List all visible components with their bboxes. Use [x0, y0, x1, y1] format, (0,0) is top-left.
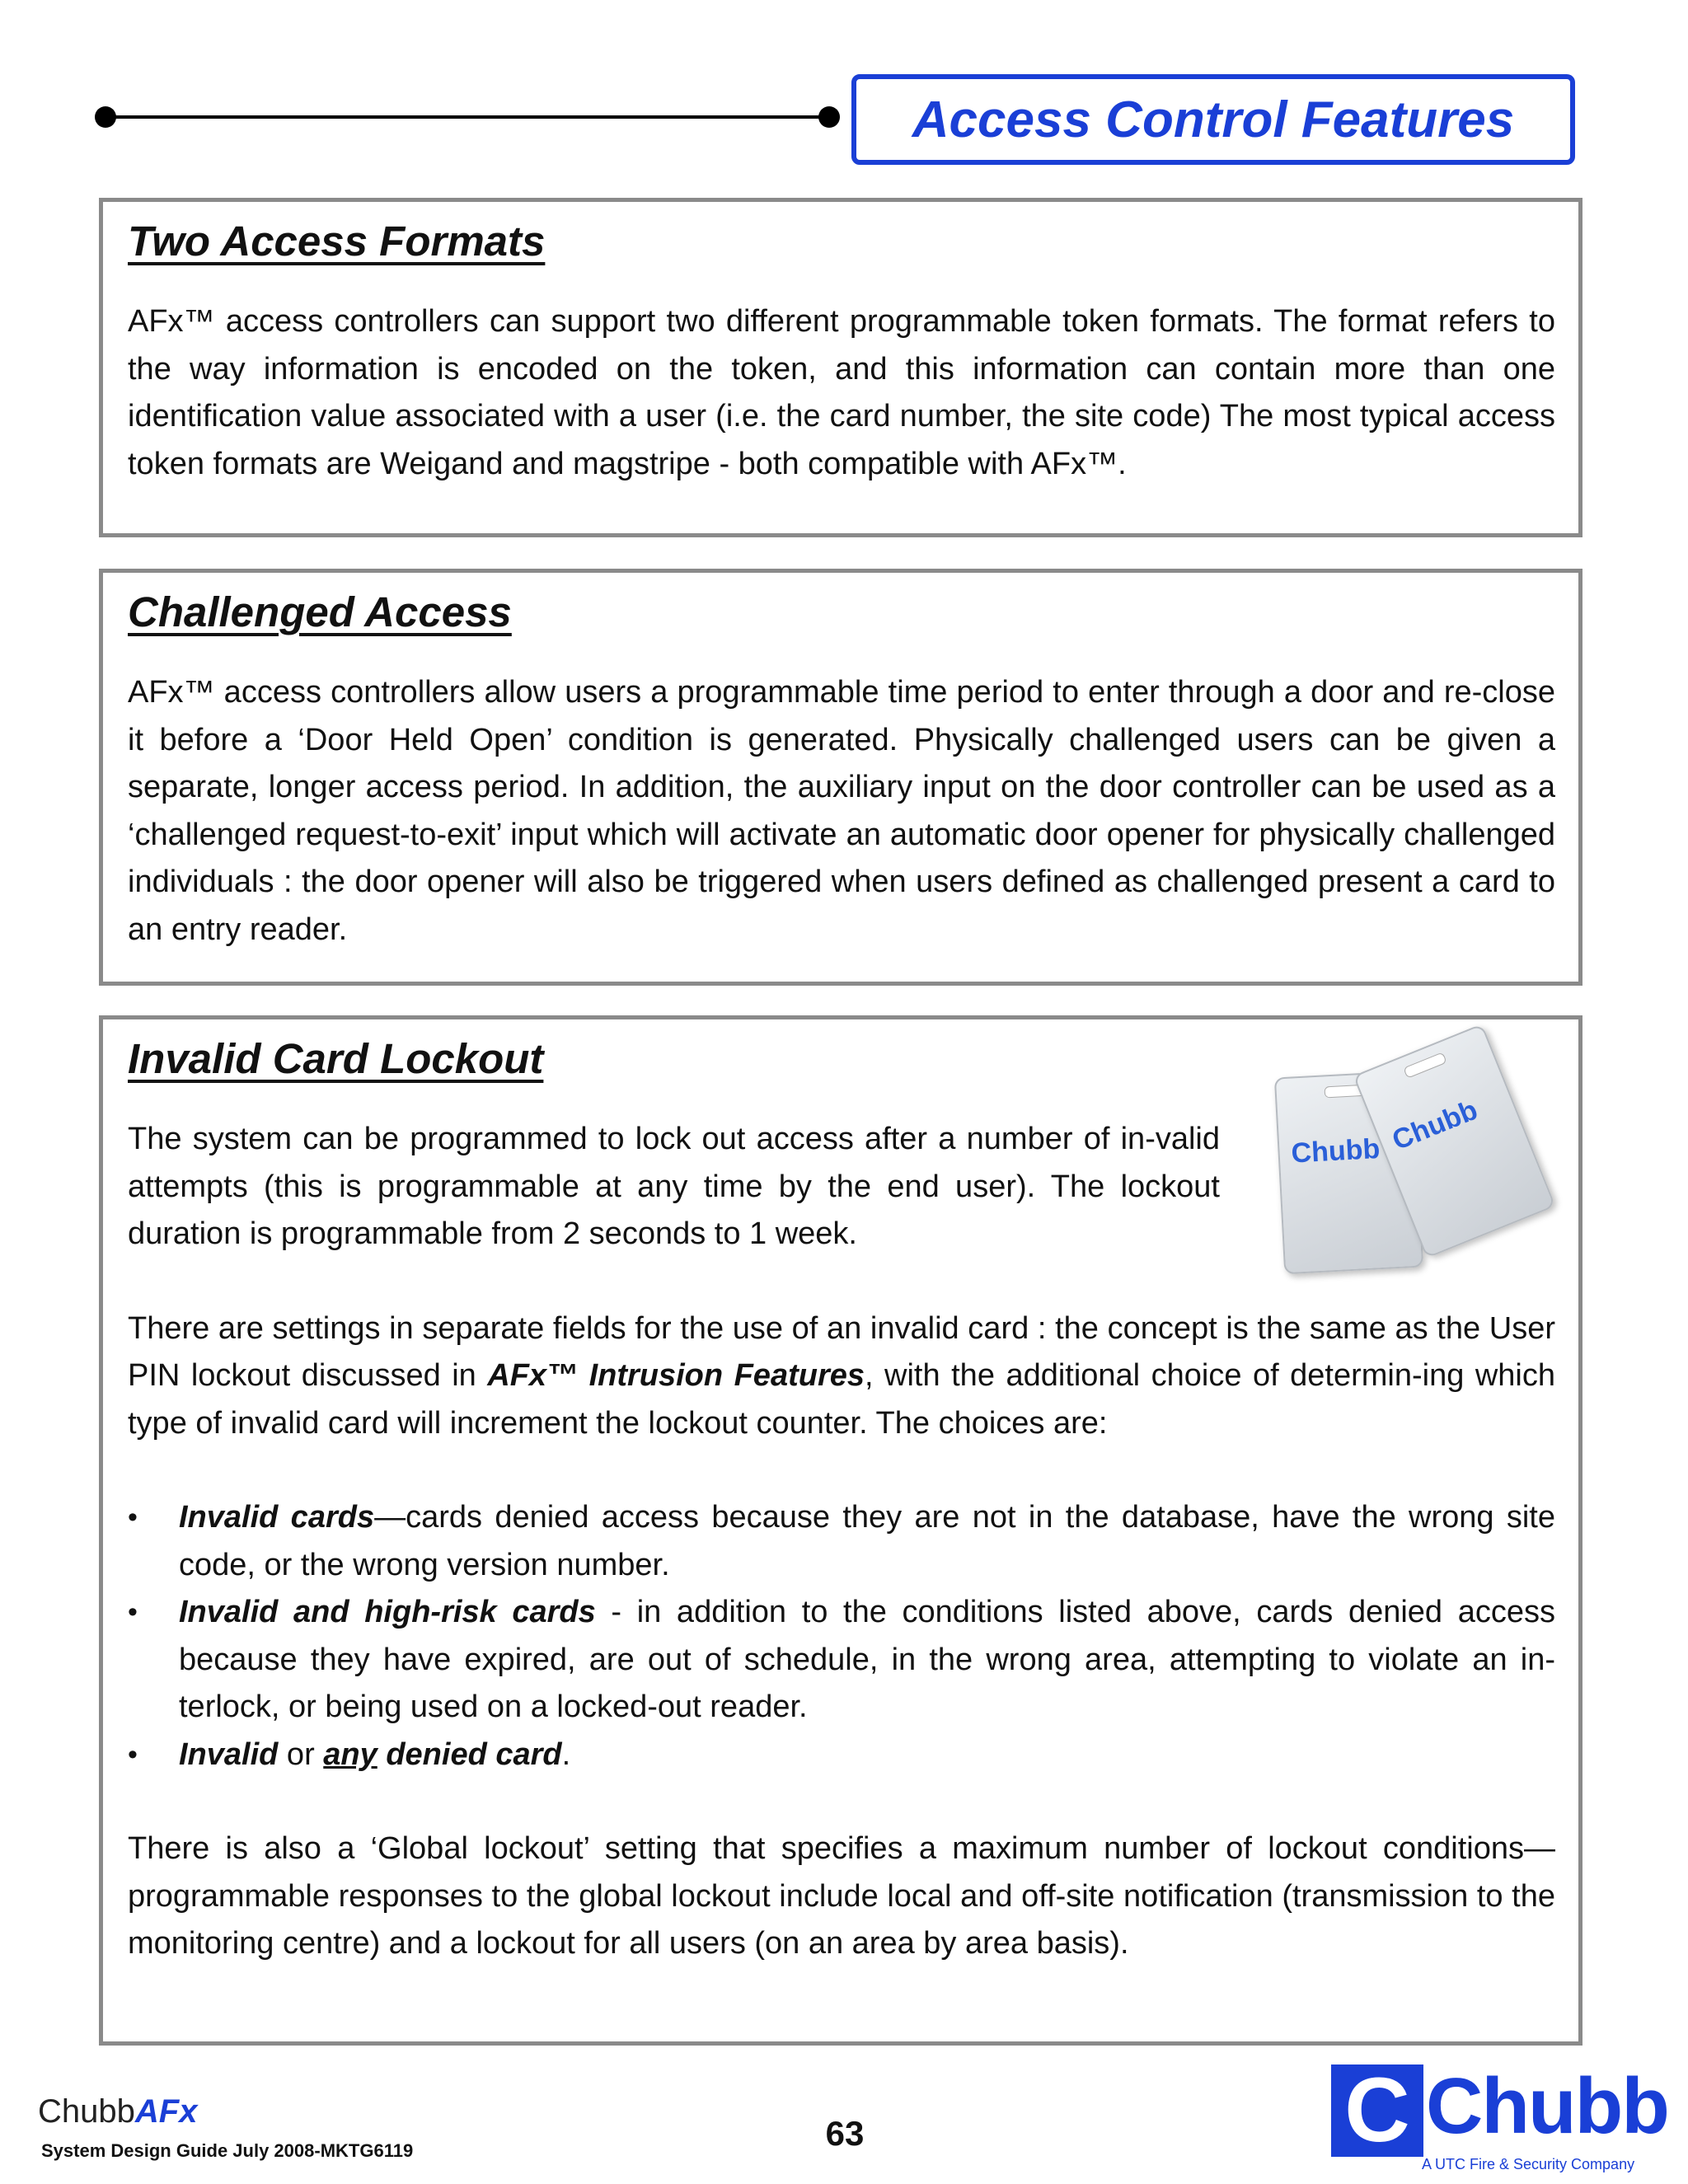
text-run: , with the additional choice of determin-ing which type of invalid card will increment the lockout counter. The choices are:	[128, 1358, 1555, 1441]
panel-heading: Two Access Formats	[128, 218, 546, 265]
list-item-text: - in addition to the conditions listed above, cards denied access because they have expired, are out of schedule, in the wrong area, attempting to violate an in-terlock, or being used on a locked-out reader.	[179, 1595, 1555, 1724]
chubb-brand-logo	[1331, 2060, 1669, 2163]
list-item-emphasis: any	[323, 1736, 377, 1772]
page-title: Access Control Features	[912, 91, 1515, 148]
brand-tagline: A UTC Fire & Security Company	[1422, 2156, 1635, 2172]
access-cards-image	[1269, 1043, 1550, 1273]
lockout-choices-list	[128, 1494, 1555, 1779]
card-brand: Chubb	[1387, 1094, 1482, 1157]
card-slot	[1403, 1052, 1447, 1078]
logo-word: Chubb	[38, 2093, 135, 2130]
panel-challenged-access	[99, 569, 1582, 986]
header-rule-dot-right	[818, 106, 840, 128]
global-lockout-paragraph: There is also a ‘Global lockout’ setting that specifies a maximum number of lockout conditions—programmable responses to the global lockout include local and off-site notification (transmission to the monitoring centre) and a lockout for all users (on an area by area basis).	[128, 1831, 1555, 1961]
panel-body: AFx™ access controllers allow users a programmable time period to enter through a door and re-close it before a ‘Door Held Open’ condition is generated. Physically challenged users can be given a separate, longer access period. In addition, the auxiliary input on the door controller can be used as a ‘challenged request-to-exit’ input which will activate an automatic door opener for physically challenged individuals : the door opener will also be triggered when users defined as challenged present a card to an entry reader.	[128, 675, 1555, 947]
logo-afx: AFx	[134, 2093, 198, 2130]
list-item	[128, 1732, 1555, 1779]
brand-word: Chubb	[1426, 2062, 1668, 2150]
list-item-term: Invalid and high-risk cards	[179, 1595, 596, 1629]
list-item-term: Invalid cards	[179, 1500, 375, 1535]
page-number: 63	[825, 2114, 865, 2153]
list-item	[128, 1494, 1555, 1589]
text-run: There are settings in separate fields for the use of an invalid card : the concept is the same as the User PIN lockout discussed in	[128, 1310, 1555, 1393]
card-brand: Chubb	[1290, 1133, 1381, 1169]
header-rule-dot-left	[95, 106, 116, 128]
panel-body: AFx™ access controllers can support two different programmable token formats. The format refers to the way information is encoded on the token, and this information can contain more than one identification value associated with a user (i.e. the card number, the site code) The most typical access token formats are Weigand and magstripe - both compatible with AFx™.	[128, 304, 1555, 481]
panel-heading: Invalid Card Lockout	[128, 1035, 544, 1082]
panel-heading: Challenged Access	[128, 588, 512, 635]
list-item-text: .	[561, 1736, 571, 1772]
list-item-text: —cards denied access because they are not in the database, have the wrong site code, or the wrong version number.	[179, 1500, 1556, 1582]
lockout-intro: The system can be programmed to lock out access after a number of in-valid attempts (this is programmable at any time by the end user). The lockout duration is programmable from 2 seconds to 1 week.	[128, 1122, 1220, 1251]
list-item-term: Invalid	[179, 1736, 279, 1772]
list-item-text: or	[278, 1736, 324, 1772]
section-title-box	[851, 74, 1575, 165]
list-item	[128, 1589, 1555, 1732]
lockout-settings-paragraph	[128, 1305, 1555, 1448]
footer-guide-label: System Design Guide July 2008-MKTG6119	[41, 2140, 414, 2161]
panel-two-access-formats	[99, 198, 1582, 537]
list-item-term: denied card	[377, 1736, 562, 1772]
header-rule	[106, 115, 829, 119]
cross-reference: AFx™ Intrusion Features	[487, 1358, 865, 1393]
chubb-c-mark-icon: C	[1331, 2064, 1423, 2157]
chubb-afx-logo	[38, 2093, 197, 2130]
